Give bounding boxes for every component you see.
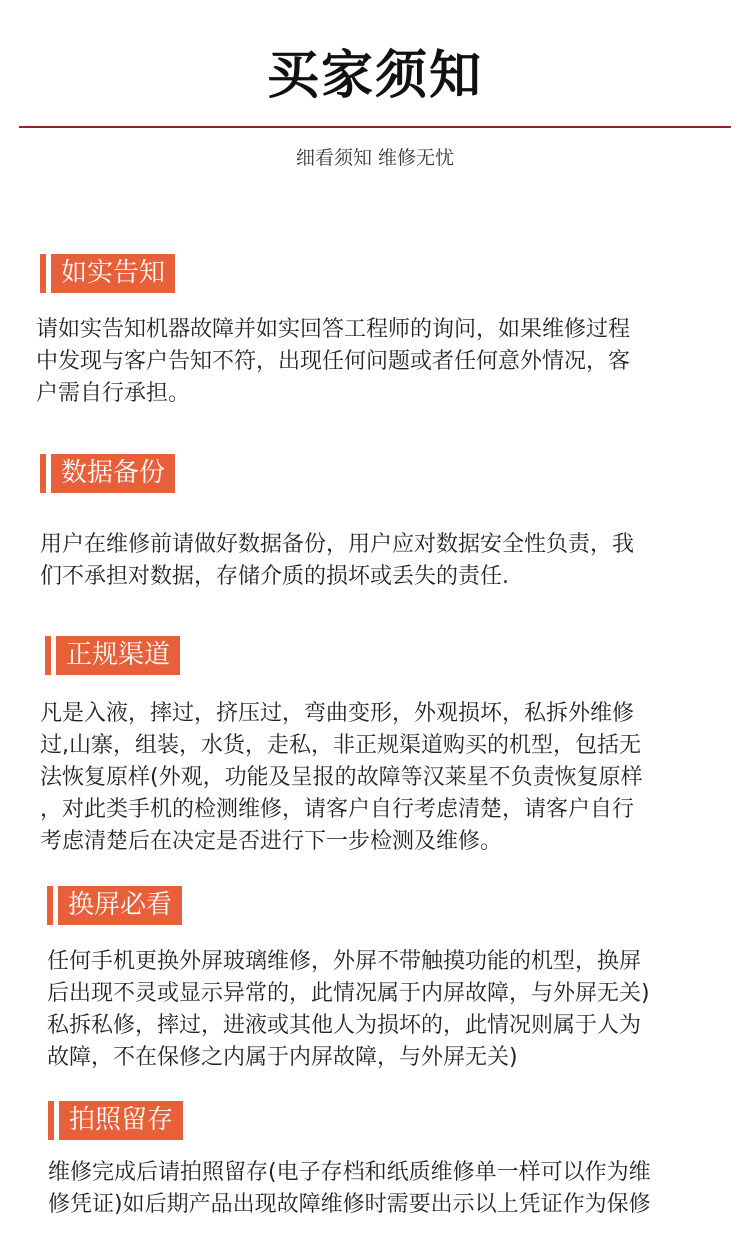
page-title: 买家须知 bbox=[266, 46, 483, 106]
section-body bbox=[47, 946, 650, 1074]
section-title: 数据备份 bbox=[51, 454, 175, 493]
body-line: 户需自行承担。 bbox=[36, 381, 191, 406]
section-accent-bar bbox=[45, 636, 51, 675]
body-line: 法恢复原样(外观，功能及呈报的故障等汉莱星不负责恢复原样 bbox=[40, 765, 643, 790]
section-accent-bar bbox=[48, 1101, 54, 1140]
body-line: 考虑清楚后在决定是否进行下一步检测及维修。 bbox=[40, 829, 503, 854]
body-line: 维修完成后请拍照留存(电子存档和纸质维修单一样可以作为维 bbox=[48, 1160, 651, 1185]
section-body bbox=[40, 529, 634, 593]
section-title: 拍照留存 bbox=[59, 1101, 183, 1140]
section-body bbox=[48, 1157, 651, 1221]
body-line: 任何手机更换外屏玻璃维修，外屏不带触摸功能的机型，换屏 bbox=[47, 949, 642, 974]
section-title: 换屏必看 bbox=[58, 886, 182, 925]
body-line: ，对此类手机的检测维修，请客户自行考虑清楚，请客户自行 bbox=[40, 797, 635, 822]
body-line: 后出现不灵或显示异常的，此情况属于内屏故障，与外屏无关) bbox=[47, 981, 650, 1006]
body-line: 过,山寨，组装，水货，走私，非正规渠道购买的机型，包括无 bbox=[40, 733, 641, 758]
title-divider bbox=[19, 126, 731, 128]
body-line: 中发现与客户告知不符，出现任何问题或者任何意外情况，客 bbox=[36, 349, 631, 374]
body-line: 用户在维修前请做好数据备份，用户应对数据安全性负责，我 bbox=[40, 532, 635, 557]
body-line: 修凭证)如后期产品出现故障维修时需要出示以上凭证作为保修 bbox=[48, 1192, 651, 1217]
page-subtitle: 细看须知 维修无忧 bbox=[295, 147, 455, 169]
section-body bbox=[40, 698, 643, 858]
section-title: 正规渠道 bbox=[56, 636, 180, 675]
body-line: 凡是入液，摔过，挤压过，弯曲变形，外观损坏，私拆外维修 bbox=[40, 701, 635, 726]
body-line: 私拆私修，摔过，进液或其他人为损坏的，此情况则属于人为 bbox=[47, 1013, 642, 1038]
section-body bbox=[36, 314, 630, 410]
body-line: 们不承担对数据，存储介质的损坏或丢失的责任. bbox=[40, 564, 509, 589]
section-accent-bar bbox=[40, 454, 46, 493]
section-accent-bar bbox=[47, 886, 53, 925]
body-line: 故障，不在保修之内属于内屏故障，与外屏无关) bbox=[47, 1045, 518, 1070]
section-title: 如实告知 bbox=[51, 254, 175, 293]
section-accent-bar bbox=[40, 254, 46, 293]
body-line: 请如实告知机器故障并如实回答工程师的询问，如果维修过程 bbox=[36, 317, 631, 342]
